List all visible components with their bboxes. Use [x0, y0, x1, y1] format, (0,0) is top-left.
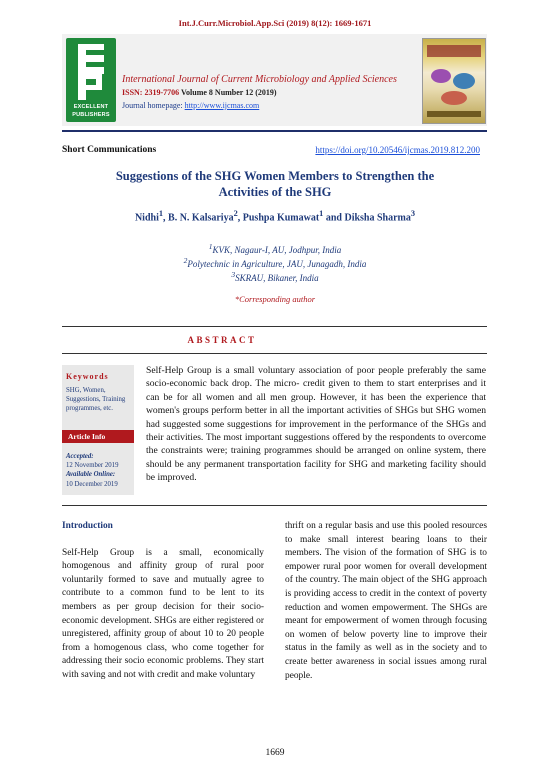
- section-rule-top: [62, 326, 487, 327]
- affiliation-sup: 1: [208, 242, 213, 251]
- article-info-heading: Article Info: [68, 432, 106, 441]
- author-sup: 1: [319, 209, 324, 218]
- introduction-heading: Introduction: [62, 521, 113, 531]
- author-sup: 1: [158, 209, 164, 218]
- author-sup: 3: [410, 209, 416, 218]
- affiliation-text: Polytechnic in Agriculture, JAU, Junagadh, India: [187, 259, 367, 269]
- article-dates: [66, 452, 130, 489]
- accepted-date: 12 November 2019: [66, 462, 119, 470]
- section-rule-middle: [62, 353, 487, 354]
- author-list: Nidhi$^1$, B. N. Kalsariya$^2$, Pushpa Kumawat$^1$ and Diksha Sharma$^3$: [134, 209, 416, 224]
- article-title-line-1: Suggestions of the SHG Women Members to Strengthen the: [115, 169, 435, 183]
- affiliation-sup: 3: [231, 270, 236, 279]
- affiliation: [62, 242, 488, 255]
- homepage-label: Journal homepage:: [122, 101, 185, 110]
- body-column-right: [285, 520, 487, 683]
- issn-text: ISSN: 2319-7706: [122, 88, 180, 97]
- journal-homepage: [122, 101, 259, 110]
- author-name: B. N. Kalsariya: [168, 212, 234, 224]
- author-name: Diksha Sharma: [344, 212, 411, 224]
- affiliation-sup: 2: [183, 256, 188, 265]
- abstract-heading: ABSTRACT: [187, 335, 257, 345]
- section-rule-bottom: [62, 505, 487, 506]
- running-citation: Int.J.Curr.Microbiol.App.Sci (2019) 8(12): 1669-1671: [178, 18, 372, 28]
- affiliation: [62, 270, 488, 283]
- logo-text-excellent: EXCELLENT: [73, 104, 109, 110]
- page-number: 1669: [265, 748, 285, 758]
- affiliation-text: KVK, Nagaur-I, AU, Jodhpur, India: [212, 245, 342, 255]
- article-type: Short Communications: [62, 145, 157, 155]
- keywords-heading: Keywords: [66, 372, 109, 381]
- publisher-logo: [66, 38, 116, 122]
- affiliation-text: SKRAU, Bikaner, India: [235, 273, 319, 283]
- abstract-text: Self-Help Group is a small voluntary association of poor people preferably the same socio-economic back drop. The micro- credit given to them to start enterprises and it can be for all women and all men group. However, it has been the experience that women's groups perform better in all the important activities of SHGs but SHG women had suggested some suggestions for improvement in the performance of the SHGs and their activities. The most important suggestions offered by the respondents to overcome the constraints were; training programmes should be arranged on online system, there should be any permanent transportation facility for SHG and marketing facility should be improved.: [146, 365, 486, 484]
- introduction-paragraph-left: Self-Help Group is a small, economically homogenous and affinity group of rural poor voluntarily formed to save and mutually agree to contribute to a common fund to be lent to its members as per group decision for their socio-economic development. SHGs are either registered or unregistered, affinity group of about 10 to 20 people from a homogenous class, who come together for addressing their socio economic problems. They start with saving and not with credit and make voluntary: [62, 547, 264, 680]
- accepted-label: Accepted:: [66, 453, 94, 460]
- affiliation: [62, 256, 488, 269]
- online-label: Available Online:: [66, 471, 116, 479]
- doi-link[interactable]: https://doi.org/10.20546/ijcmas.2019.812.200: [315, 145, 480, 155]
- corresponding-author-note: *Corresponding author: [234, 294, 316, 304]
- introduction-paragraph-right: thrift on a regular basis and use this pooled resources to make small interest bearing loans to their members. The vision of the formation of SHG is to empower rural poor women for overall development of the country. The main object of the SHG approach is providing access to credit in the context of poverty reduction and women empowerment. The SHGs are meant for empowerment of women through focusing on women of below poverty line to improve their status in the family as well as in the society and to create better awareness in social issues among rural people.: [285, 521, 487, 681]
- logo-text-publishers: PUBLISHERS: [72, 112, 110, 118]
- keywords-text: SHG, Women, Suggestions, Training programmes, etc.: [66, 387, 126, 412]
- journal-issn: [122, 88, 277, 97]
- online-date: 10 December 2019: [66, 480, 118, 488]
- article-title-line-2: Activities of the SHG: [218, 185, 332, 199]
- volume-text: Volume 8 Number 12 (2019): [180, 88, 277, 97]
- header-divider: [62, 130, 487, 132]
- author-name: Nidhi: [134, 212, 159, 224]
- article-title: [62, 168, 488, 200]
- journal-title: International Journal of Current Microbiology and Applied Sciences: [122, 74, 397, 85]
- logo-p-glyph-icon: [72, 72, 110, 102]
- author-sup: 2: [233, 209, 238, 218]
- author-name: Pushpa Kumawat: [242, 212, 320, 224]
- body-column-left: [62, 520, 264, 683]
- homepage-link[interactable]: http://www.ijcmas.com: [184, 101, 260, 110]
- journal-cover-image: [422, 38, 486, 124]
